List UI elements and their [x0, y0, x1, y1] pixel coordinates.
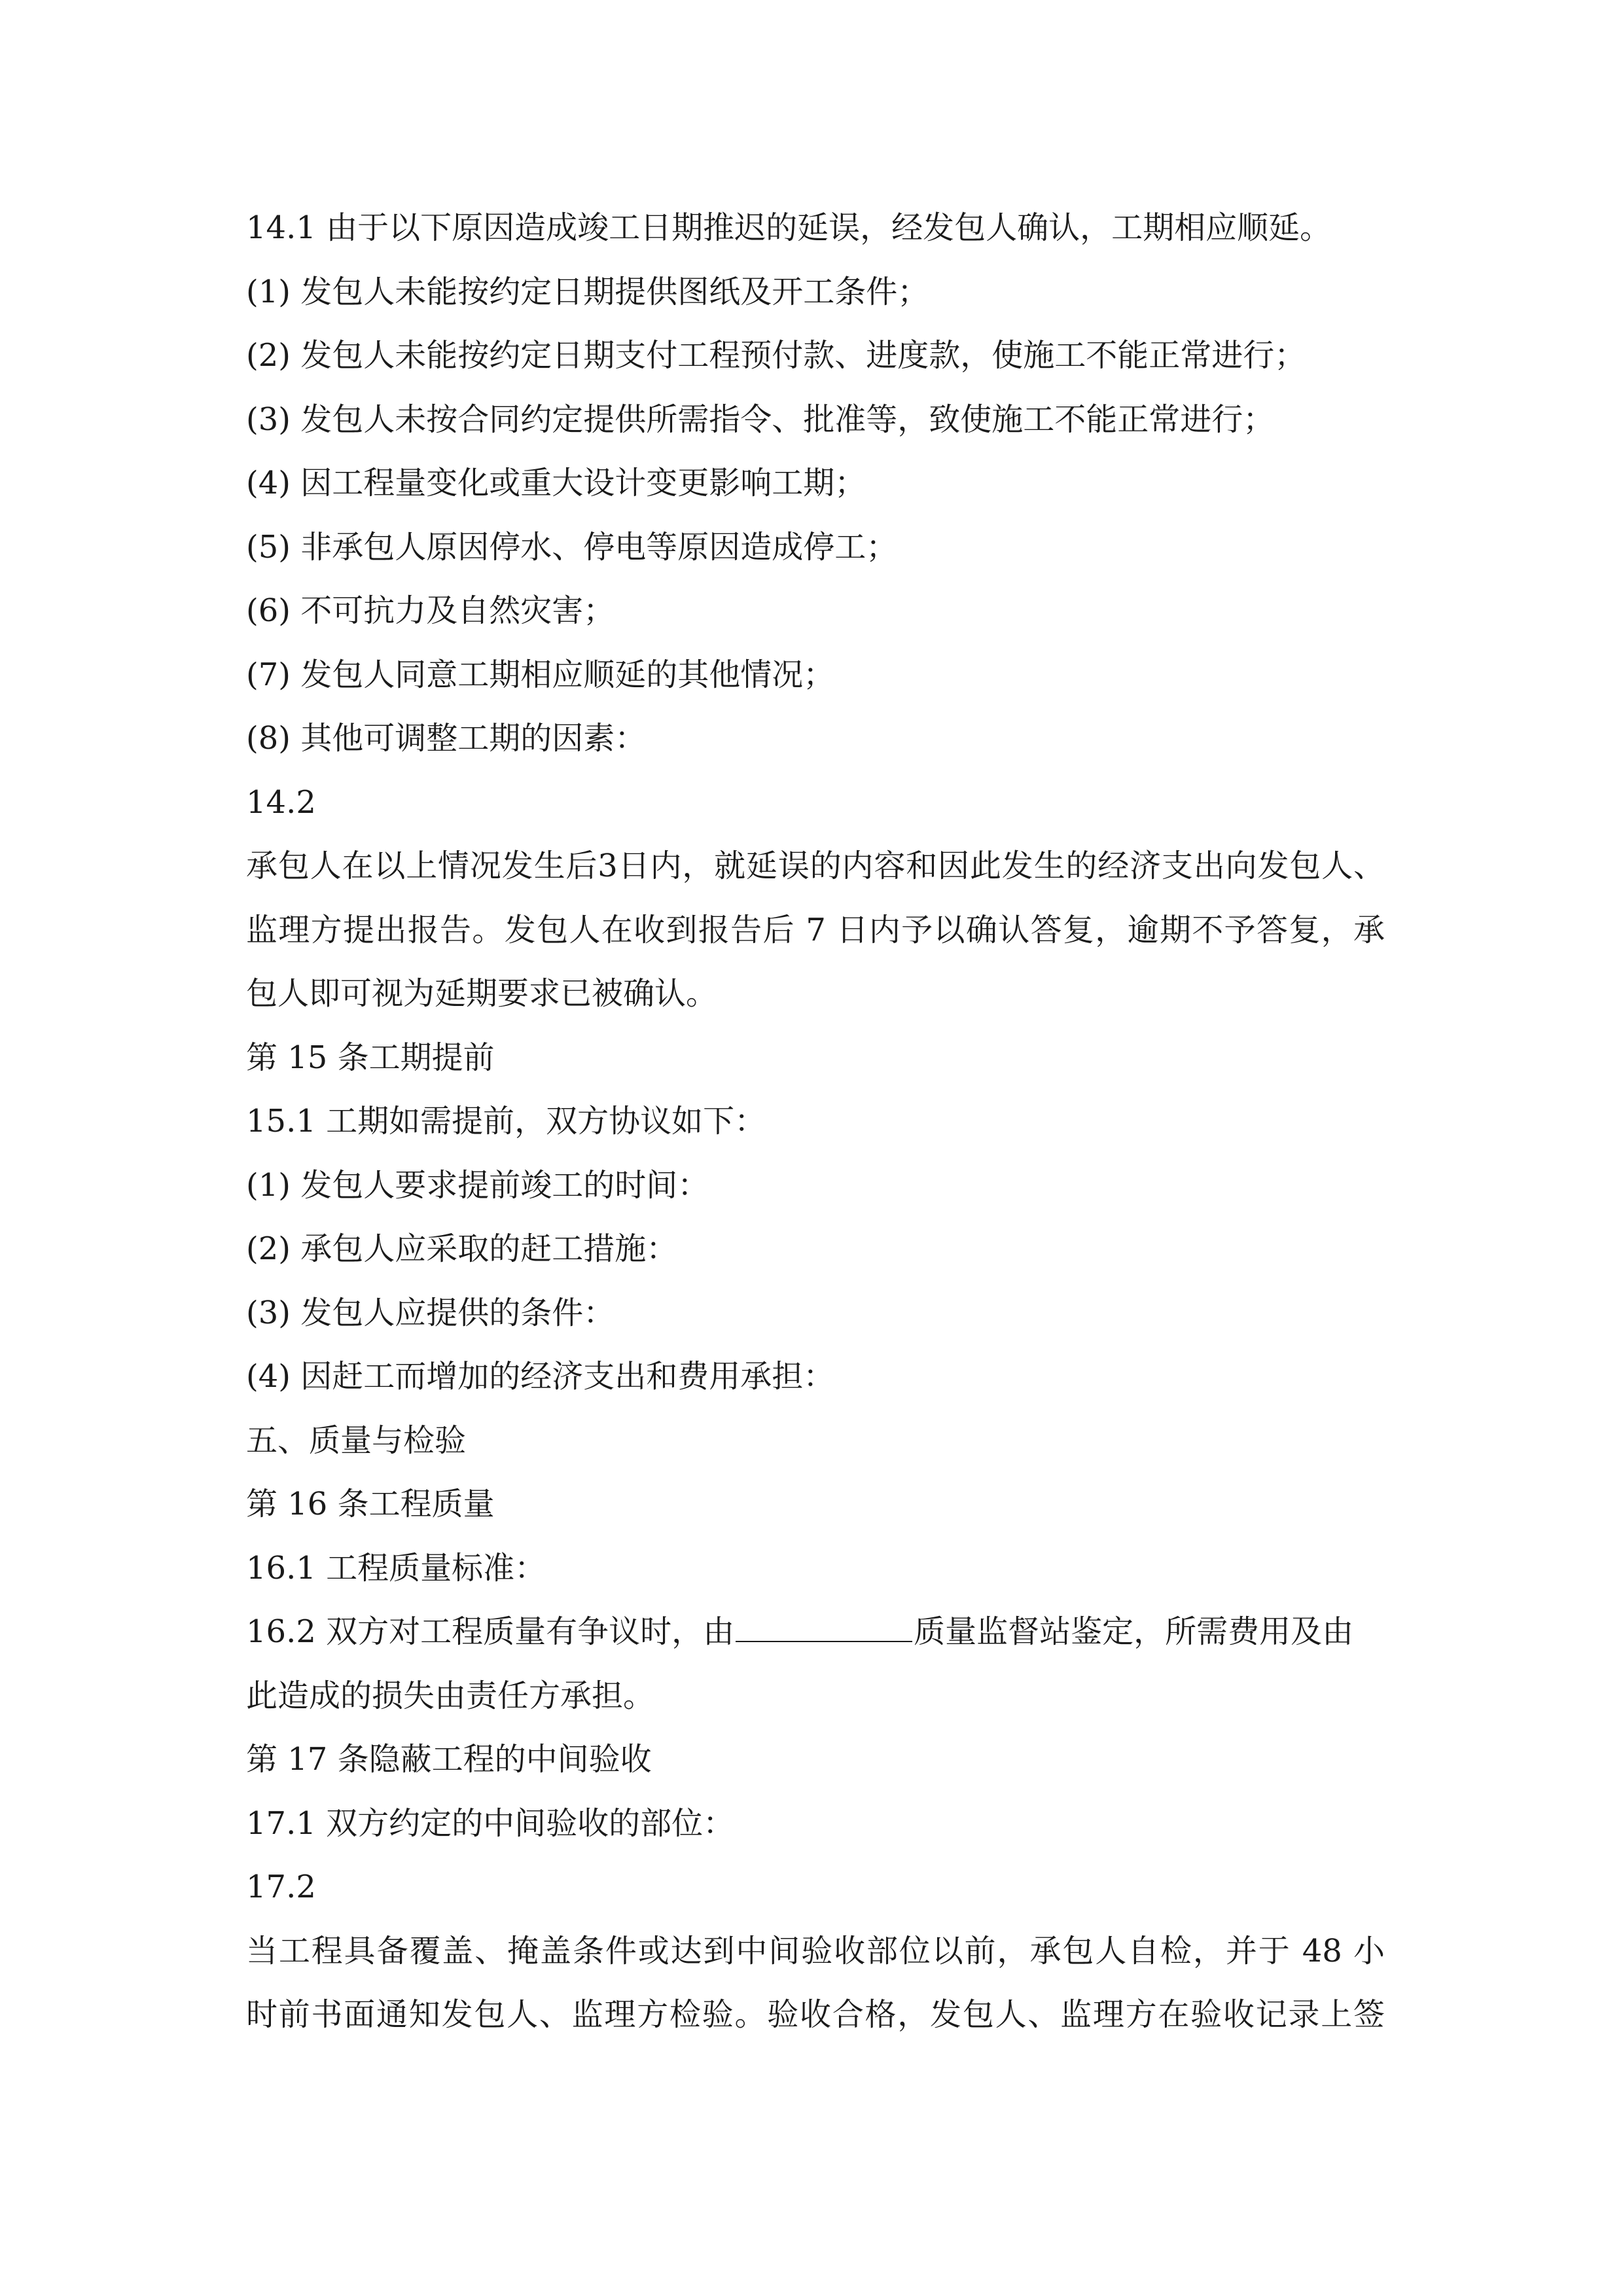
article-heading: 第 16 条工程质量 — [246, 1486, 495, 1522]
clause-number: 17.2 — [246, 1869, 316, 1905]
clause-17-1: 17.1 双方约定的中间验收的部位： — [246, 1804, 735, 1842]
list-item: (2) 承包人应采取的赶工措施： — [246, 1230, 678, 1267]
clause-16-1: 16.1 工程质量标准： — [246, 1549, 546, 1587]
list-item: (2) 发包人未能按约定日期支付工程预付款、进度款，使施工不能正常进行； — [246, 337, 1306, 374]
list-item: (1) 发包人未能按约定日期提供图纸及开工条件； — [246, 273, 929, 310]
clause-number: 14.2 — [246, 783, 316, 821]
paragraph-line: 当工程具备覆盖、掩盖条件或达到中间验收部位以前，承包人自检，并于 48 小 — [246, 1932, 1385, 1969]
clause-15-1: 15.1 工期如需提前，双方协议如下： — [246, 1103, 766, 1139]
clause-16-2 — [246, 1600, 1385, 1664]
article-heading: 第 15 条工期提前 — [246, 1039, 495, 1076]
clause-16-2-end: 质量监督站鉴定，所需费用及由 — [914, 1613, 1354, 1650]
fill-in-blank — [736, 1640, 912, 1642]
list-item: (6) 不可抗力及自然灾害； — [246, 592, 615, 629]
list-item: (4) 因工程量变化或重大设计变更影响工期； — [246, 465, 866, 501]
list-item: (1) 发包人要求提前竣工的时间： — [246, 1166, 709, 1204]
article-heading: 第 17 条隐蔽工程的中间验收 — [246, 1741, 652, 1778]
paragraph-line: 此造成的损失由责任方承担。 — [246, 1677, 655, 1714]
list-item: (3) 发包人未按合同约定提供所需指令、批准等，致使施工不能正常进行； — [246, 401, 1275, 438]
list-item: (3) 发包人应提供的条件： — [246, 1294, 615, 1331]
section-heading: 五、质量与检验 — [246, 1422, 467, 1459]
list-item: (8) 其他可调整工期的因素： — [246, 720, 647, 757]
clause-14-1: 14.1 由于以下原因造成竣工日期推迟的延误，经发包人确认，工期相应顺延。 — [246, 209, 1332, 246]
paragraph-line: 承包人在以上情况发生后3日内，就延误的内容和因此发生的经济支出向发包人、 — [246, 848, 1385, 884]
clause-16-2-start: 16.2 双方对工程质量有争议时，由 — [246, 1613, 735, 1650]
paragraph-line: 时前书面通知发包人、监理方检验。验收合格，发包人、监理方在验收记录上签 — [246, 1996, 1385, 2033]
paragraph-line: 监理方提出报告。发包人在收到报告后 7 日内予以确认答复，逾期不予答复，承 — [246, 911, 1385, 948]
list-item: (5) 非承包人原因停水、停电等原因造成停工； — [246, 528, 898, 565]
list-item: (4) 因赶工而增加的经济支出和费用承担： — [246, 1358, 835, 1395]
paragraph-line: 包人即可视为延期要求已被确认。 — [246, 975, 718, 1012]
list-item: (7) 发包人同意工期相应顺延的其他情况； — [246, 656, 835, 693]
contract-text — [246, 196, 1385, 2047]
